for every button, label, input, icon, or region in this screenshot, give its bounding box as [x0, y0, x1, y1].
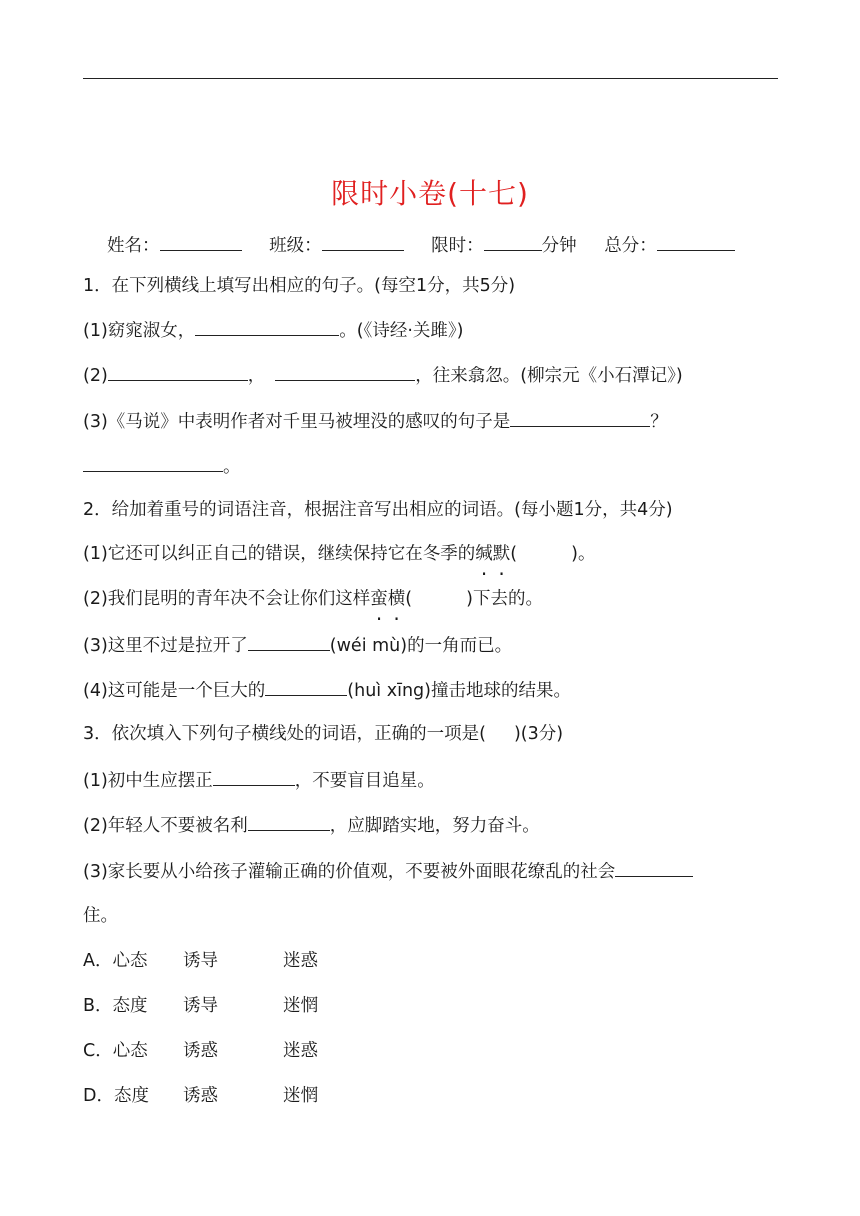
class-blank[interactable] — [322, 232, 404, 251]
name-label: 姓名： — [107, 236, 160, 256]
top-rule — [83, 78, 778, 79]
q3-item3-cont: 住。 — [83, 906, 118, 926]
q2-item3: (3)这里不过是拉开了 (wéi mù)的一角而已。 — [83, 632, 512, 659]
option-d[interactable]: D．态度 诱惑 迷惘 — [83, 1086, 318, 1106]
score-blank[interactable] — [657, 232, 735, 251]
q2-item4-blank[interactable] — [265, 677, 347, 696]
q2-item2: (2)我们昆明的青年决不会让你们这样蛮横( )下去的。 — [83, 586, 543, 612]
page-title: 限时小卷(十七) — [331, 177, 529, 210]
name-blank[interactable] — [160, 232, 242, 251]
q3-item2-blank[interactable] — [248, 812, 330, 831]
q1-item2: (2) ， ，往来翕忽。(柳宗元《小石潭记》) — [83, 362, 683, 389]
q1-item3-cont: 。 — [83, 453, 241, 480]
student-info-row — [107, 232, 735, 259]
q1-stem: 1．在下列横线上填写出相应的句子。(每空1分，共5分) — [83, 276, 516, 296]
time-unit: 分钟 — [541, 236, 577, 256]
q1-item3: (3)《马说》中表明作者对千里马被埋没的感叹的句子是 ？ — [83, 408, 668, 435]
option-c[interactable]: C．心态 诱惑 迷惑 — [83, 1041, 318, 1061]
emphasis-char: 默 — [492, 544, 511, 564]
q2-item4: (4)这可能是一个巨大的 (huì xīng)撞击地球的结果。 — [83, 677, 571, 704]
q3-item2: (2)年轻人不要被名利 ，应脚踏实地，努力奋斗。 — [83, 812, 540, 839]
q3-item3: (3)家长要从小给孩子灌输正确的价值观，不要被外面眼花缭乱的社会 — [83, 858, 693, 885]
q1-item1-blank[interactable] — [195, 317, 339, 336]
q3-item1-blank[interactable] — [213, 767, 295, 786]
q3-stem: 3．依次填入下列句子横线处的词语，正确的一项是( )(3分) — [83, 724, 564, 744]
score-label: 总分： — [604, 236, 657, 256]
q1-item3-blank-a[interactable] — [510, 408, 650, 427]
option-b[interactable]: B．态度 诱导 迷惘 — [83, 996, 318, 1016]
emphasis-char: 缄 — [475, 544, 493, 564]
q3-item3-blank[interactable] — [615, 858, 693, 877]
option-a[interactable]: A．心态 诱导 迷惑 — [83, 951, 318, 971]
q2-item3-blank[interactable] — [248, 632, 330, 651]
emphasis-char: 横 — [387, 589, 406, 609]
emphasis-char: 蛮 — [370, 589, 388, 609]
q1-item1: (1)窈窕淑女， 。(《诗经·关雎》) — [83, 317, 464, 344]
q1-item3-blank-b[interactable] — [83, 453, 223, 472]
q1-item2-blank-b[interactable] — [275, 362, 415, 381]
q2-item1: (1)它还可以纠正自己的错误，继续保持它在冬季的缄默( )。 — [83, 541, 595, 567]
time-label: 限时： — [431, 236, 484, 256]
time-blank[interactable] — [484, 232, 542, 251]
q2-stem: 2．给加着重号的词语注音，根据注音写出相应的词语。(每小题1分，共4分) — [83, 500, 673, 520]
q3-item1: (1)初中生应摆正 ，不要盲目追星。 — [83, 767, 435, 794]
q1-item2-blank-a[interactable] — [108, 362, 248, 381]
class-label: 班级： — [269, 236, 322, 256]
